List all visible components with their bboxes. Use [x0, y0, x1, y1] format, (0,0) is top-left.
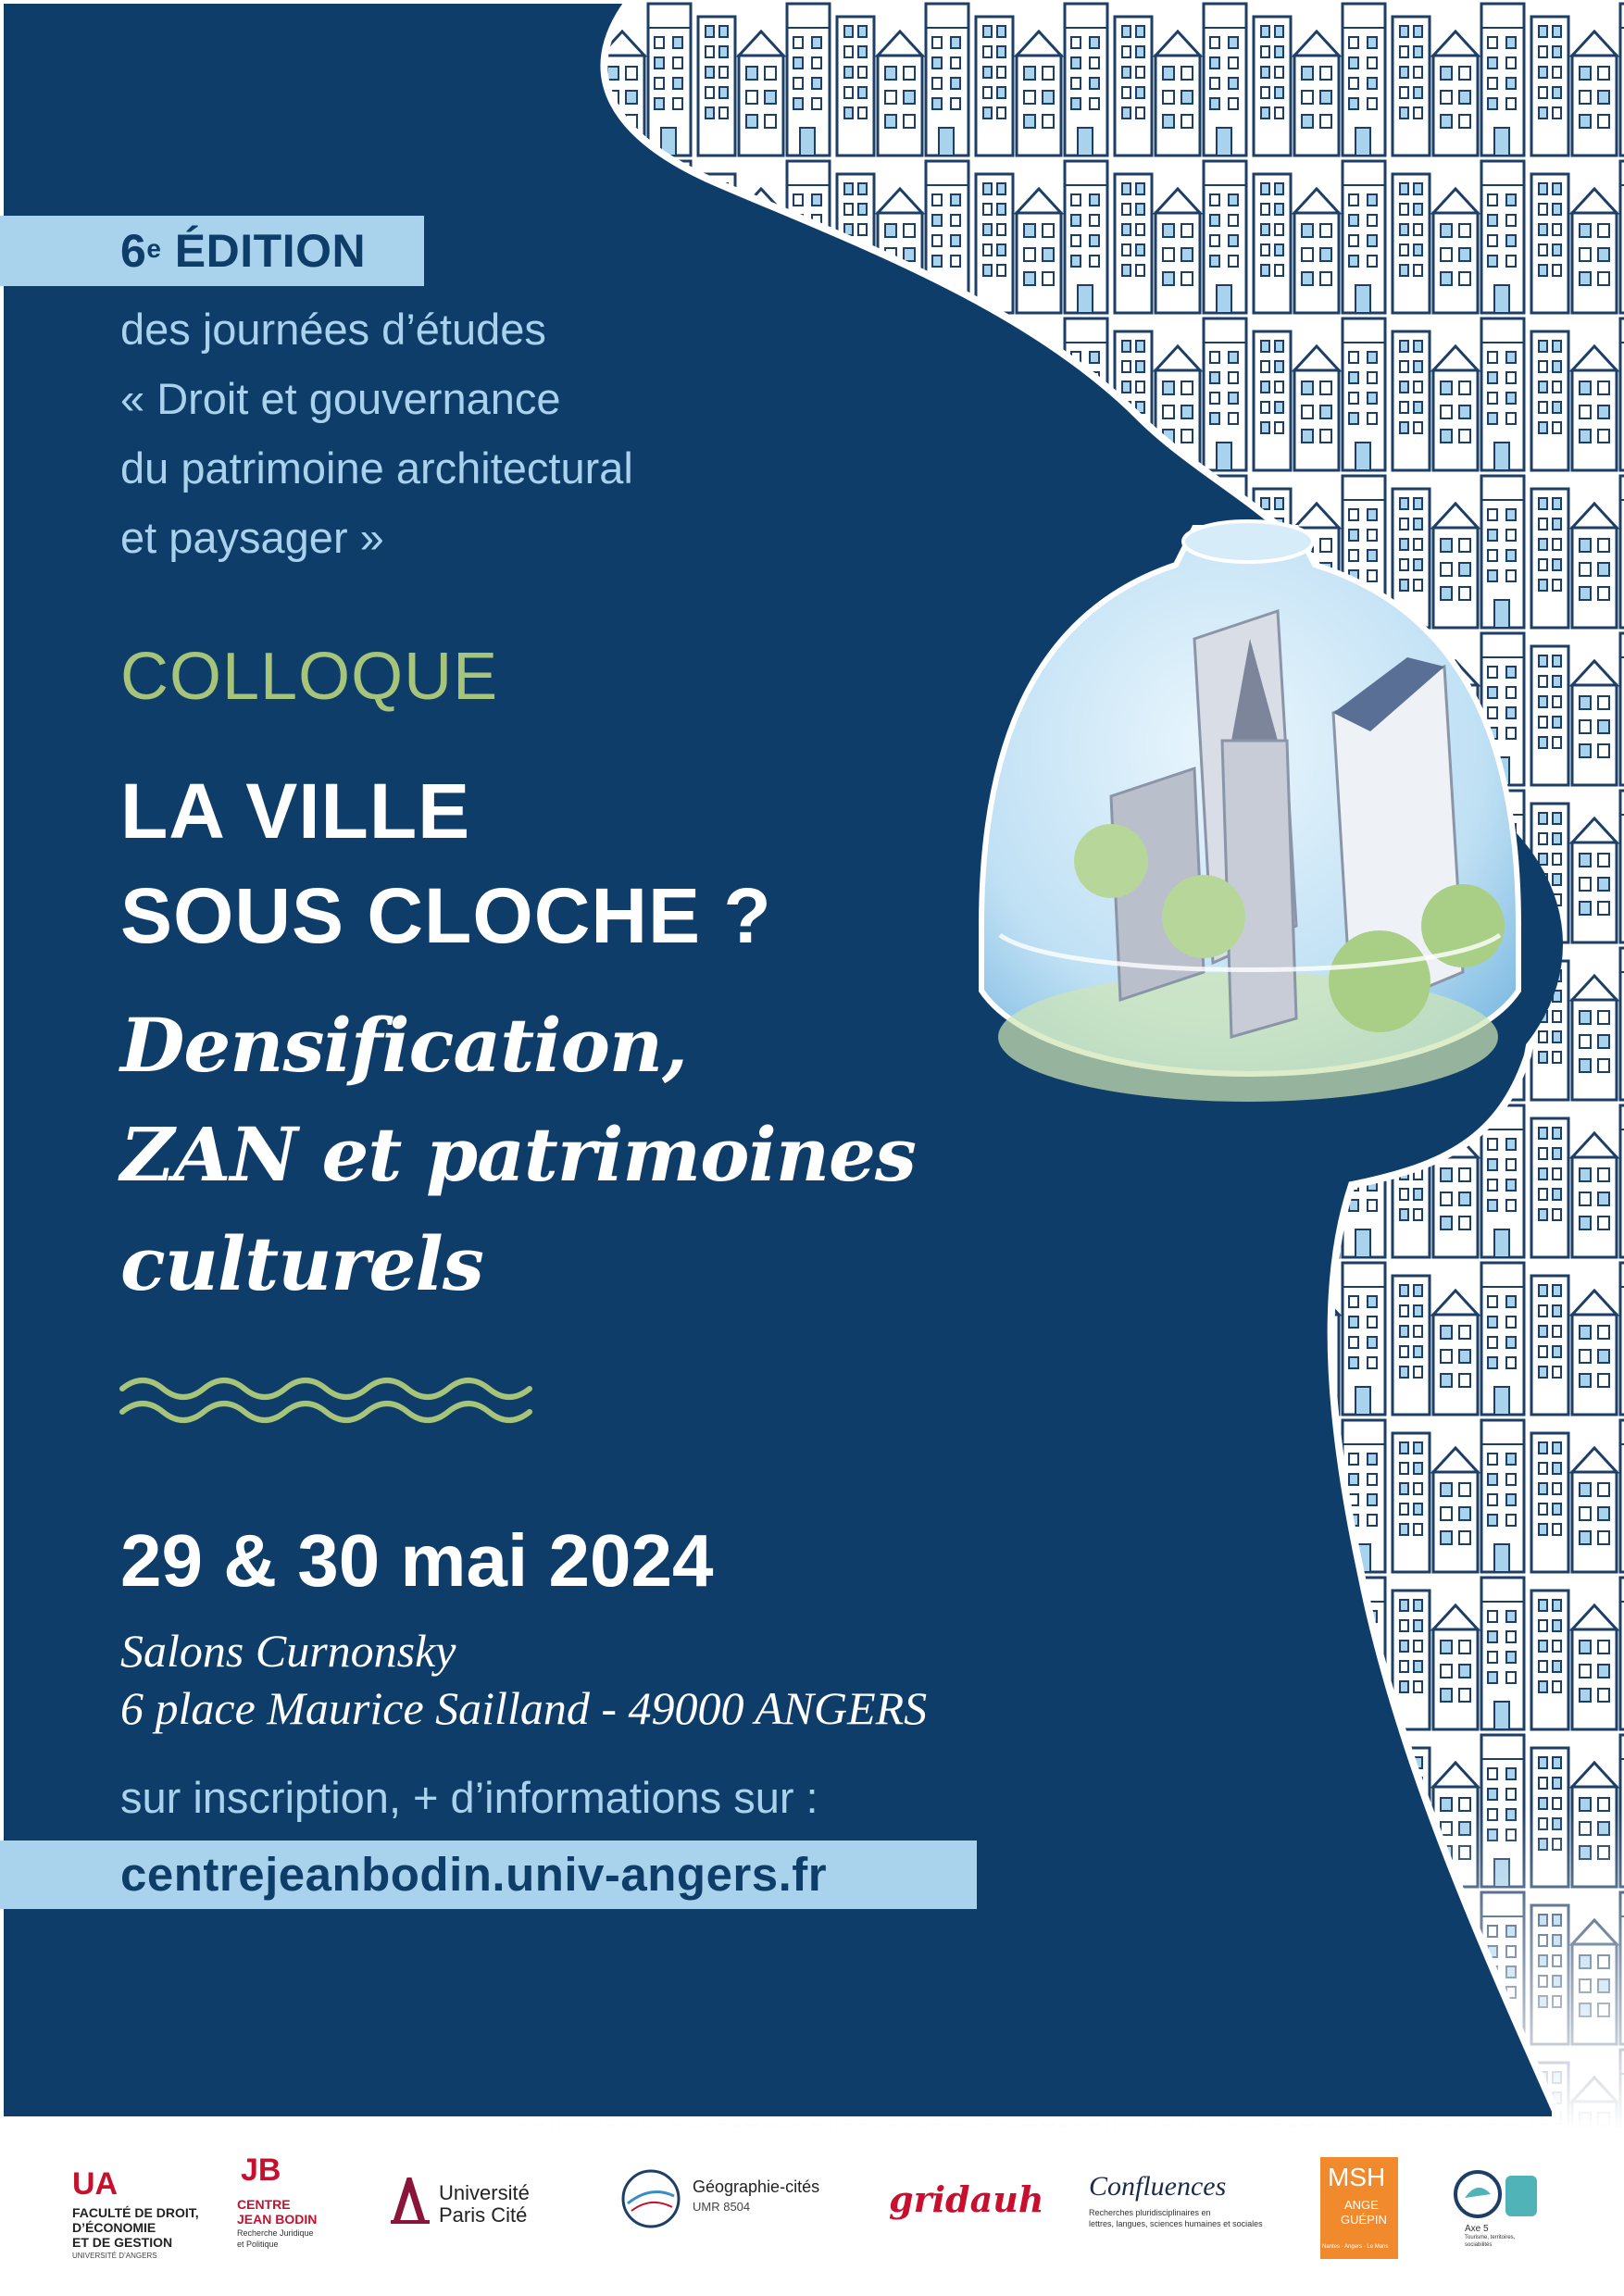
- website-link[interactable]: centrejeanbodin.univ-angers.fr: [120, 1848, 828, 1901]
- main-title: LA VILLE SOUS CLOCHE ?: [120, 767, 772, 959]
- axe-icon: [1452, 2166, 1544, 2222]
- partner-logos: [0, 2129, 1624, 2296]
- event-dates: 29 & 30 mai 2024: [120, 1519, 714, 1602]
- paris-cite-icon: [389, 2177, 431, 2224]
- venue-name: Salons Curnonsky: [120, 1625, 456, 1677]
- globe-icon: [618, 2166, 683, 2231]
- logo-axe-5: Axe 5 Tourisme, territoires, sociabilités: [1452, 2166, 1554, 2268]
- logo-confluences: Confluences Recherches pluridisciplinaires en lettres, langues, sciences humaines et sociales: [1089, 2171, 1263, 2228]
- inscription-text: sur inscription, + d’informations sur :: [120, 1773, 818, 1822]
- colloque-label: COLLOQUE: [120, 640, 499, 714]
- subtitle: Densification, ZAN et patrimoines culturels: [120, 1002, 916, 1307]
- logo-geographie-cites: Géographie-cités UMR 8504: [618, 2166, 831, 2259]
- logo-centre-jean-bodin: JB CENTRE JEAN BODIN Recherche Juridique et Politique: [237, 2152, 318, 2249]
- logo-ua-faculty: UA FACULTÉ DE DROIT, D’ÉCONOMIE ET DE GESTION UNIVERSITÉ D’ANGERS: [72, 2166, 199, 2260]
- logo-msh-ange-guepin: MSH ANGE GUÉPIN Nantes · Angers · Le Mans: [1320, 2157, 1398, 2259]
- venue-address: 6 place Maurice Sailland - 49000 ANGERS: [120, 1682, 928, 1734]
- edition-label: 6e ÉDITION: [120, 225, 367, 277]
- logo-universite-paris-cite: Université Paris Cité: [389, 2176, 574, 2250]
- logo-gridauh: gridauh: [889, 2178, 1044, 2220]
- intro-text: des journées d’études « Droit et gouvernance du patrimoine architectural et paysager »: [120, 305, 633, 562]
